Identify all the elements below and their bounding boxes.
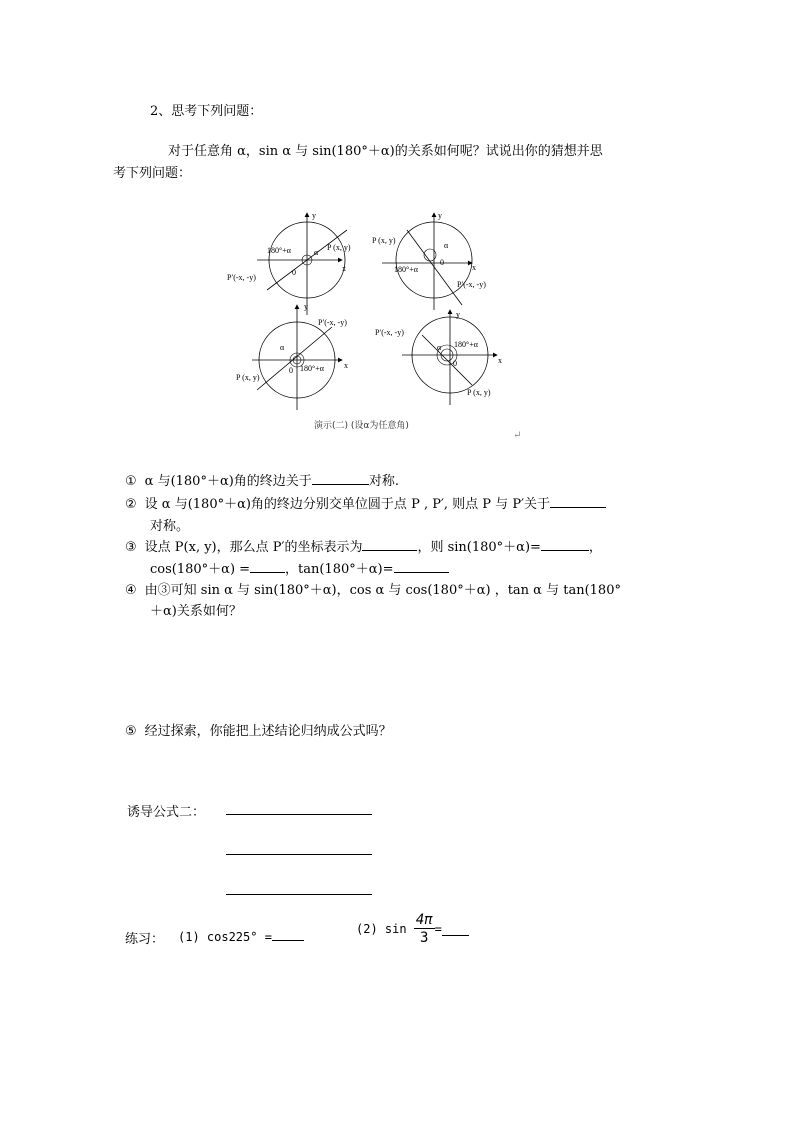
practice-q2-text: (2) sin [356,922,407,936]
angle-label: 180°+α [394,265,418,274]
question-1 [125,470,399,489]
section-heading: 2、思考下列问题： [150,104,263,119]
origin-label: 0 [440,258,444,267]
question-marker: ② [125,497,137,512]
point-p-prime-label: P′(-x, -y) [375,328,404,337]
unit-circle-figure [222,205,522,435]
question-text: 对称. [368,474,399,489]
question-marker: ③ [125,540,137,555]
question-5 [125,720,392,739]
question-text: 由③可知 sin α 与 sin(180°＋α)，cos α 与 cos(180°＋α) ，tan α 与 tan(180° [144,583,621,598]
x-axis-label: x [344,361,348,370]
point-p-prime-label: P′(-x, -y) [318,318,347,327]
alpha-label: α [444,241,449,250]
alpha-label: α [437,343,442,352]
point-p-prime-label: P′(-x, -y) [227,273,256,282]
alpha-label: α [280,343,285,352]
question-text: 设 α 与(180°＋α)角的终边分别交单位圆于点 P , P′, 则点 P 与 P′关于 [144,497,551,512]
question-text: 经过探索，你能把上述结论归纳成公式吗？ [144,724,392,739]
question-3-continued [150,558,449,577]
fraction-4pi-over-3 [414,913,435,945]
practice-label: 练习： [125,932,165,947]
origin-label: 0 [289,366,293,375]
question-text: ， [588,540,602,555]
answer-blank[interactable] [541,538,589,551]
question-text: cos(180°＋α) = [150,562,251,577]
question-3 [125,536,602,555]
practice-q1 [178,928,304,944]
fraction-denominator: 3 [420,930,429,946]
point-p-label: P (x, y) [327,243,351,252]
answer-blank[interactable] [442,923,469,936]
answer-blank[interactable] [362,538,417,551]
point-p-label: P (x, y) [467,388,491,397]
answer-blank[interactable] [250,560,285,573]
question-text: ，则 sin(180°＋α)= [417,540,541,555]
diagram-quadrant-4 [375,310,502,405]
origin-label: 0 [453,359,457,368]
question-text: α 与(180°＋α)角的终边关于 [144,474,312,489]
angle-label: 180°+α [267,246,291,255]
answer-blank[interactable] [550,495,606,508]
diagram-quadrant-1 [227,211,351,315]
practice-q1-text: (1) cos225° = [178,930,272,944]
formula-answer-line-2[interactable] [226,854,372,855]
question-marker: ⑤ [125,724,137,739]
question-2 [125,493,606,512]
diagram-quadrant-2 [372,211,486,310]
y-axis-label: y [456,310,460,319]
x-axis-label: x [498,356,502,365]
angle-label: 180°+α [454,340,478,349]
x-axis-label: x [472,263,476,272]
practice-q2-equals: = [434,922,442,936]
y-axis-label: y [304,302,308,311]
answer-blank[interactable] [312,472,369,485]
paragraph-return-mark: ↵ [513,430,522,441]
diagram-quadrant-3 [236,302,348,410]
question-text: ，tan(180°＋α)= [285,562,394,577]
formula-label: 诱导公式二： [127,805,206,820]
question-text: 设点 P(x, y)，那么点 P′的坐标表示为 [144,540,363,555]
x-axis-label: x [342,264,346,273]
formula-answer-line-1[interactable] [226,814,372,815]
y-axis-label: y [312,211,316,220]
question-marker: ① [125,474,137,489]
point-p-label: P (x, y) [372,236,396,245]
formula-answer-line-3[interactable] [226,894,372,895]
question-4-continued: ＋α)关系如何？ [150,604,242,619]
question-2-continued: 对称。 [150,519,190,534]
intro-line-2: 考下列问题： [113,166,192,181]
y-axis-label: y [438,211,442,220]
point-p-prime-label: P′(-x, -y) [457,280,486,289]
intro-line-1: 对于任意角 α，sin α 与 sin(180°＋α)的关系如何呢？试说出你的猜想并思 [168,144,603,159]
origin-label: 0 [292,268,296,277]
point-p-label: P (x, y) [236,373,260,382]
fraction-numerator: 4π [415,912,433,928]
answer-blank[interactable] [272,928,304,941]
practice-q2 [356,913,469,945]
answer-blank[interactable] [394,560,449,573]
alpha-label: α [314,248,319,257]
question-4 [125,579,621,598]
angle-label: 180°+α [300,364,324,373]
question-marker: ④ [125,583,137,598]
figure-caption: 演示(二) (设α为任意角) [314,421,409,431]
